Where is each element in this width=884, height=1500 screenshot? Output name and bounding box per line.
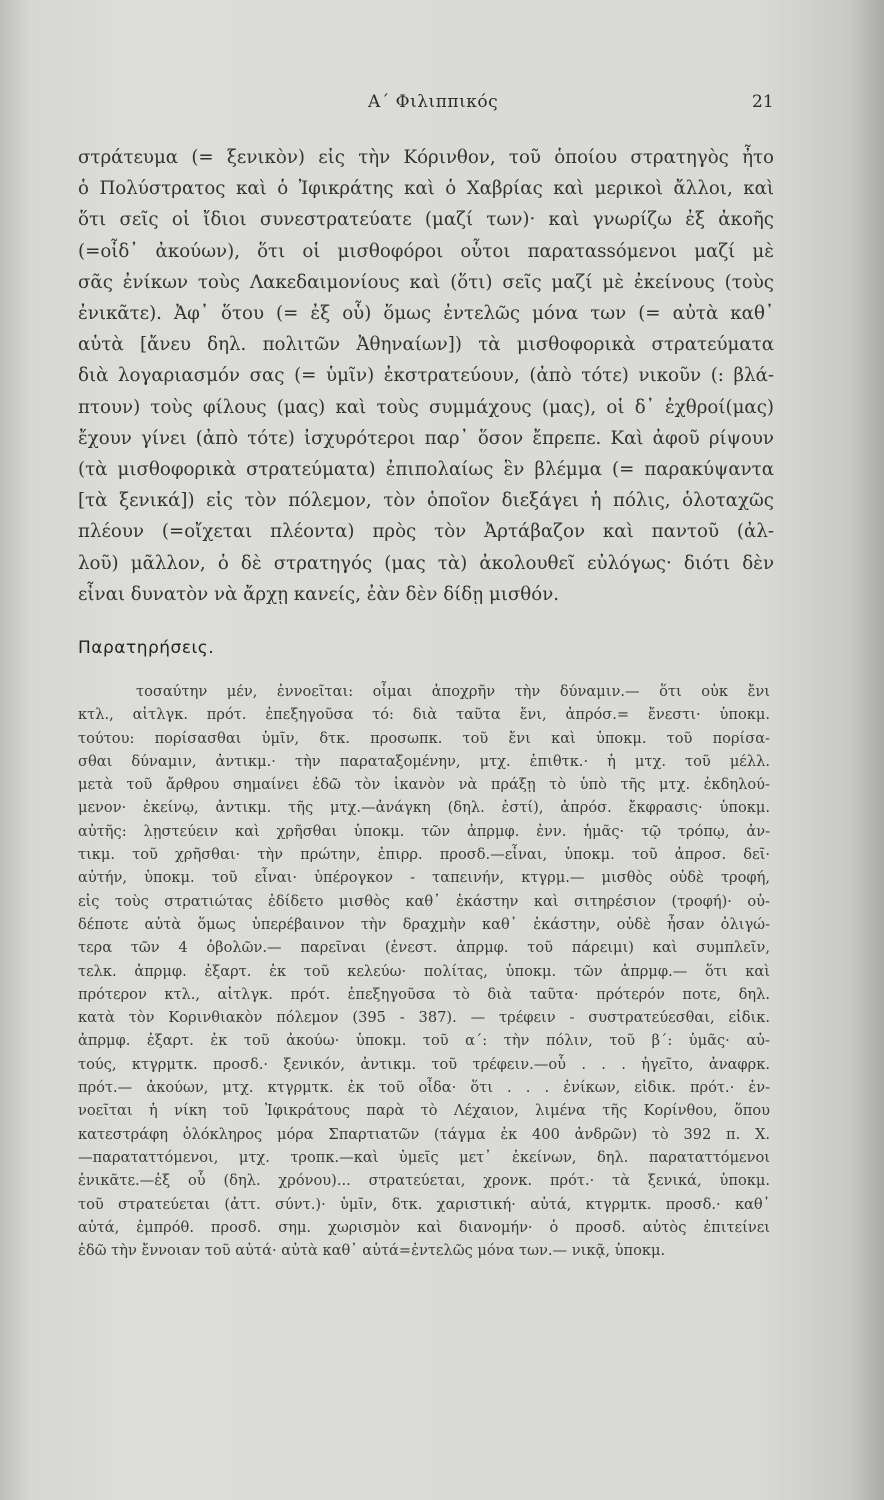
notes-line: μενον· ἐκείνῳ, ἀντικμ. τῆς μτχ.—ἀνάγκη (δηλ. ἐστί), ἀπρόσ. ἔκφρασις· ὑποκμ. xyxy=(78,799,770,817)
notes-line: τοῦ στρατεύεται (ἀττ. σύντ.)· ὑμῖν, δτκ. χαριστική· αὐτά, κτγρμτκ. προσδ.· καθ᾿ xyxy=(78,1195,770,1213)
notes-line: κτλ., αἰτλγκ. πρότ. ἐπεξηγοῦσα τό: διὰ ταῦτα ἔνι, ἀπρόσ.= ἔνεστι· ὑποκμ. xyxy=(78,706,770,724)
translation-line: (τὰ μισθοφορικὰ στρατεύματα) ἐπιπολαίως ἓν βλέμμα (= παρακύψαντα xyxy=(78,459,774,481)
notes-line: δέποτε αὐτὰ ὅμως ὑπερέβαινον τὴν δραχμὴν καθ᾿ ἑκάστην, οὐδὲ ἦσαν ὀλιγώ- xyxy=(78,915,770,933)
translation-line: αὑτὰ [ἄνευ δηλ. πολιτῶν Ἀθηναίων]) τὰ μισθοφορικὰ στρατεύματα xyxy=(78,334,774,356)
notes-line: —παραταττόμενοι, μτχ. τροπκ.—καὶ ὑμεῖς μετ᾿ ἐκείνων, δηλ. παραταττόμενοι xyxy=(78,1148,770,1166)
notes-line: ἐδῶ τὴν ἔννοιαν τοῦ αὐτά· αὐτὰ καθ᾿ αὑτά=ἐντελῶς μόνα των.— νικᾷ, ὑποκμ. xyxy=(78,1242,666,1260)
notes-line: τούτου: πορίσασθαι ὑμῖν, δτκ. προσωπκ. τοῦ ἔνι καὶ ὑποκμ. τοῦ πορίσα- xyxy=(78,729,770,747)
running-title: Α΄ Φιλιππικός xyxy=(368,92,499,112)
section-heading: Παρατηρήσεις. xyxy=(78,638,215,658)
notes-line: αὑτά, ἐμπρόθ. προσδ. σημ. χωρισμὸν καὶ διανομήν· ὁ προσδ. αὐτὸς ἐπιτείνει xyxy=(78,1218,770,1236)
translation-line: πλέουν (=οἴχεται πλέοντα) πρὸς τὸν Ἀρτάβαζον καὶ παντοῦ (ἀλ- xyxy=(78,521,774,543)
notes-line: κατεστράφη ὁλόκληρος μόρα Σπαρτιατῶν (τάγμα ἐκ 400 ἀνδρῶν) τὸ 392 π. Χ. xyxy=(78,1125,770,1143)
page-header xyxy=(0,92,884,122)
notes-line: τερα τῶν 4 ὀβολῶν.— παρεῖναι (ἐνεστ. ἀπρμφ. τοῦ πάρειμι) καὶ συμπλεῖν, xyxy=(78,939,770,957)
translation-line: ἐνικᾶτε). Ἀφ᾿ ὅτου (= ἐξ οὗ) ὅμως ἐντελῶς μόνα των (= αὐτὰ καθ᾿ xyxy=(78,303,774,325)
page-number: 21 xyxy=(752,92,774,112)
notes-line: τελκ. ἀπρμφ. ἐξαρτ. ἐκ τοῦ κελεύω· πολίτας, ὑποκμ. τῶν ἀπρμφ.— ὅτι καὶ xyxy=(78,962,770,980)
translation-line: ἔχουν γίνει (ἀπὸ τότε) ἰσχυρότεροι παρ᾿ ὅσον ἔπρεπε. Καὶ ἀφοῦ ρίψουν xyxy=(78,427,774,449)
notes-line: μετὰ τοῦ ἄρθρου σημαίνει ἐδῶ τὸν ἱκανὸν νὰ πράξῃ τὸ ὑπὸ τῆς μτχ. ἐκδηλού- xyxy=(78,776,770,794)
translation-line: [τὰ ξενικά]) εἰς τὸν πόλεμον, τὸν ὁποῖον διεξάγει ἡ πόλις, ὁλοταχῶς xyxy=(78,490,774,512)
translation-line: ὁ Πολύστρατος καὶ ὁ Ἰφικράτης καὶ ὁ Χαβρίας καὶ μερικοὶ ἄλλοι, καὶ xyxy=(78,178,774,200)
translation-line: εἶναι δυνατὸν νὰ ἄρχῃ κανείς, ἐὰν δὲν δίδῃ μισθόν. xyxy=(78,583,560,605)
notes-paragraph xyxy=(78,680,770,1262)
translation-line: πτουν) τοὺς φίλους (μας) καὶ τοὺς συμμάχους (μας), οἱ δ᾿ ἐχθροί(μας) xyxy=(78,396,774,418)
translation-line: ὅτι σεῖς οἱ ἴδιοι συνεστρατεύατε (μαζί των)· καὶ γνωρίζω ἐξ ἀκοῆς xyxy=(78,209,774,231)
notes-line: κατὰ τὸν Κορινθιακὸν πόλεμον (395 - 387). — τρέφειν - συστρατεύεσθαι, εἰδικ. xyxy=(78,1009,770,1027)
translation-line: (=οἶδ᾿ ἀκούων), ὅτι οἱ μισθοφόροι οὗτοι παραταssόμενοι μαζί μὲ xyxy=(78,240,774,262)
notes-line: πρότερον κτλ., αἰτλγκ. πρότ. ἐπεξηγοῦσα τὸ διὰ ταῦτα· πρότερόν ποτε, δηλ. xyxy=(78,985,770,1003)
notes-line: νοεῖται ἡ νίκη τοῦ Ἰφικράτους παρὰ τὸ Λέχαιον, λιμένα τῆς Κορίνθου, ὅπου xyxy=(78,1102,770,1120)
notes-line: ἀπρμφ. ἐξαρτ. ἐκ τοῦ ἀκούω· ὑποκμ. τοῦ α΄: τὴν πόλιν, τοῦ β΄: ὑμᾶς· αὐ- xyxy=(78,1032,770,1050)
notes-line: εἰς τοὺς στρατιώτας ἐδίδετο μισθὸς καθ᾿ ἑκάστην καὶ σιτηρέσιον (τροφή)· οὐ- xyxy=(78,892,770,910)
notes-line: τούς, κτγρμτκ. προσδ.· ξενικόν, ἀντικμ. τοῦ τρέφειν.—οὗ . . . ἡγεῖτο, ἀναφρκ. xyxy=(78,1055,770,1073)
translation-paragraph xyxy=(78,142,774,610)
translation-line: διὰ λογαριασμόν σας (= ὑμῖν) ἐκστρατεύουν, (ἀπὸ τότε) νικοῦν (: βλά- xyxy=(78,365,774,387)
notes-line: σθαι δύναμιν, ἀντικμ.· τὴν παραταξομένην, μτχ. ἐπιθτκ.· ἡ μτχ. τοῦ μέλλ. xyxy=(78,752,770,770)
notes-line: τοσαύτην μέν, ἐννοεῖται: οἶμαι ἀποχρῆν τὴν δύναμιν.— ὅτι οὐκ ἔνι xyxy=(136,683,770,700)
translation-line: σᾶς ἐνίκων τοὺς Λακεδαιμονίους καὶ (ὅτι) σεῖς μαζί μὲ ἐκείνους (τοὺς xyxy=(78,271,774,293)
notes-line: τικμ. τοῦ χρῆσθαι· τὴν πρώτην, ἐπιρρ. προσδ.—εἶναι, ὑποκμ. τοῦ ἀπροσ. δεῖ· xyxy=(78,846,770,864)
translation-line: στράτευμα (= ξενικὸν) εἰς τὴν Κόρινθον, τοῦ ὁποίου στρατηγὸς ἦτο xyxy=(78,147,774,168)
notes-line: ἐνικᾶτε.—ἐξ οὗ (δηλ. χρόνου)... στρατεύεται, χρονκ. πρότ.· τὰ ξενικά, ὑποκμ. xyxy=(78,1172,770,1190)
notes-line: αὐτῆς: λῃστεύειν καὶ χρῆσθαι ὑποκμ. τῶν ἀπρμφ. ἐνν. ἡμᾶς· τῷ τρόπῳ, ἀν- xyxy=(78,822,770,840)
translation-line: λοῦ) μᾶλλον, ὁ δὲ στρατηγός (μας τὰ) ἀκολουθεῖ εὐλόγως· διότι δὲν xyxy=(78,552,774,574)
notes-line: αὐτήν, ὑποκμ. τοῦ εἶναι· ὑπέρογκον - ταπεινήν, κτγρμ.— μισθὸς οὐδὲ τροφή, xyxy=(78,869,770,887)
notes-line: πρότ.— ἀκούων, μτχ. κτγρμτκ. ἐκ τοῦ οἶδα· ὅτι . . . ἐνίκων, εἰδικ. πρότ.· ἐν- xyxy=(78,1079,770,1097)
